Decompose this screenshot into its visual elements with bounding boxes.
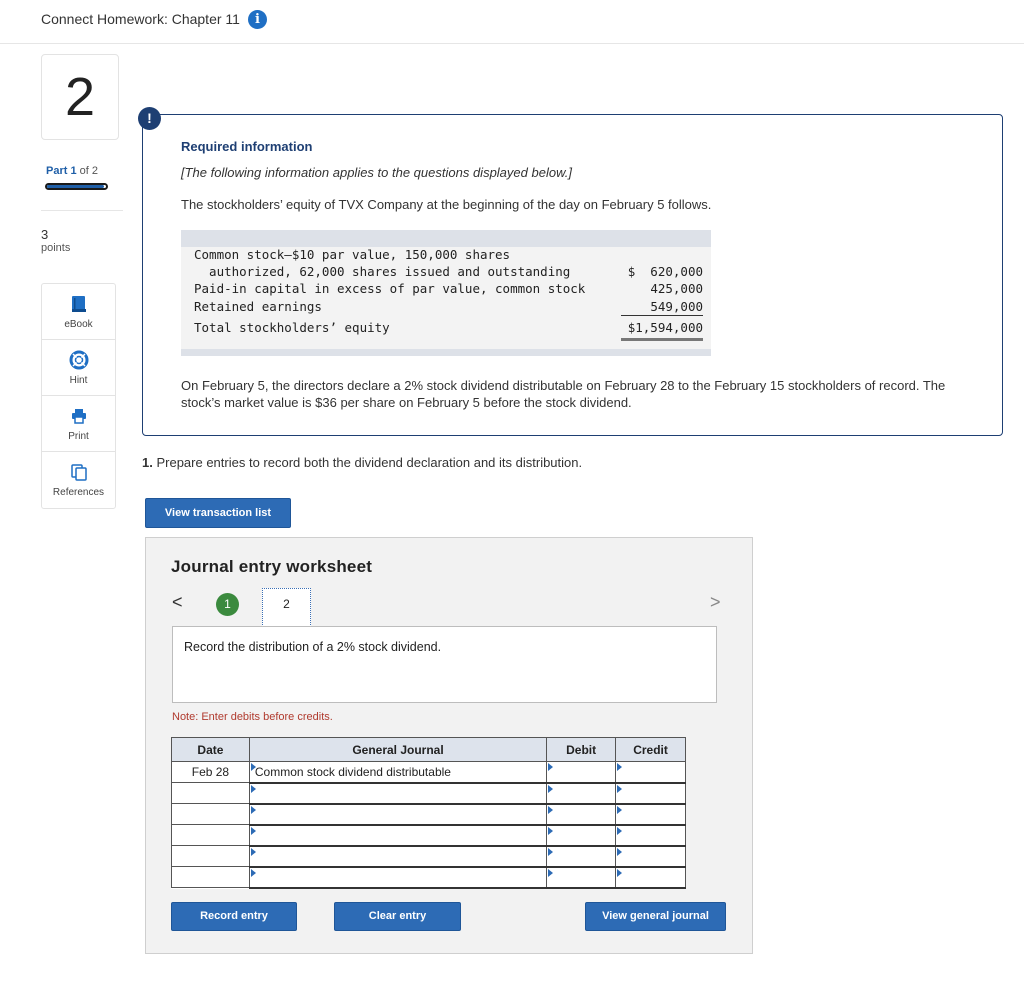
date-cell [172, 846, 250, 867]
equity-row-amount: 425,000 [650, 281, 703, 296]
debit-input[interactable] [547, 867, 616, 888]
debit-input[interactable] [547, 804, 616, 825]
instruction-text: Record the distribution of a 2% stock dividend. [184, 640, 442, 654]
next-arrow-icon[interactable]: > [710, 592, 721, 612]
equity-row-amount: 549,000 [650, 299, 703, 314]
table-row [172, 825, 686, 846]
equity-row-label: Retained earnings [194, 299, 322, 314]
equity-row-label: Paid-in capital in excess of par value, common stock [194, 281, 586, 296]
account-input[interactable] [249, 762, 546, 783]
tool-print[interactable] [42, 396, 115, 452]
step-2-button[interactable]: 2 [262, 588, 311, 629]
hint-icon [69, 350, 89, 370]
table-row [172, 804, 686, 825]
part-progress-fill [47, 185, 104, 188]
print-icon [69, 406, 89, 426]
clear-entry-button[interactable]: Clear entry [334, 902, 461, 931]
account-input[interactable] [249, 783, 546, 804]
credit-column-header: Credit [616, 738, 686, 762]
credit-input[interactable] [616, 846, 686, 867]
step-1-button[interactable]: 1 [216, 593, 239, 616]
credit-input[interactable] [616, 825, 686, 846]
view-transaction-list-button[interactable]: View transaction list [145, 498, 291, 528]
equity-row-amount: $ 620,000 [627, 264, 703, 279]
worksheet-title: Journal entry worksheet [171, 557, 373, 576]
part-label-prefix: Part [46, 165, 68, 177]
task-text: Prepare entries to record both the dividend declaration and its distribution. [156, 455, 583, 470]
credit-input[interactable] [616, 804, 686, 825]
debit-input[interactable] [547, 762, 616, 783]
page-title: Connect Homework: Chapter 11 [41, 11, 240, 27]
record-entry-button[interactable]: Record entry [171, 902, 297, 931]
date-cell [172, 804, 250, 825]
part-total: of 2 [79, 165, 99, 177]
general-journal-table [171, 737, 686, 889]
required-info-title: Required information [181, 139, 313, 154]
debit-input[interactable] [547, 825, 616, 846]
part-indicator [46, 165, 98, 177]
equity-row-label: Total stockholders’ equity [194, 320, 390, 335]
question-number: 2 [41, 54, 119, 140]
account-input[interactable] [249, 825, 546, 846]
required-info-intro: The stockholders’ equity of TVX Company at the beginning of the day on February 5 follows. [181, 197, 712, 212]
table-row [172, 783, 686, 804]
account-input[interactable] [249, 804, 546, 825]
equity-row-label: authorized, 62,000 shares issued and outstanding [194, 264, 571, 279]
debit-credit-note: Note: Enter debits before credits. [172, 711, 333, 723]
equity-row-label: Common stock—$10 par value, 150,000 shares [194, 247, 511, 262]
date-cell [172, 867, 250, 888]
points-value: 3 [41, 227, 49, 242]
required-info-note: [The following information applies to the questions displayed below.] [181, 165, 572, 180]
credit-input[interactable] [616, 783, 686, 804]
task-number: 1. [142, 455, 153, 470]
instruction-box [172, 626, 717, 703]
credit-input[interactable] [616, 867, 686, 888]
tools-panel [41, 283, 116, 509]
account-input[interactable] [249, 867, 546, 888]
tool-print-label: Print [68, 431, 89, 442]
date-cell: Feb 28 [172, 762, 250, 783]
credit-input[interactable] [616, 762, 686, 783]
tool-references-label: References [52, 487, 105, 498]
alert-icon: ! [138, 107, 161, 130]
info-icon[interactable]: i [248, 10, 267, 29]
date-cell [172, 825, 250, 846]
table-row [172, 867, 686, 888]
date-column-header: Date [172, 738, 250, 762]
account-value: Common stock dividend distributable [254, 765, 451, 779]
tool-hint-label: Hint [69, 375, 88, 386]
tool-hint[interactable] [42, 340, 115, 396]
table-row [172, 762, 686, 783]
ebook-icon [69, 294, 89, 314]
equity-row-amount: $1,594,000 [627, 320, 703, 335]
required-info-paragraph: On February 5, the directors declare a 2% stock dividend distributable on February 28 to the February 15 stockholders of record. The stock’s market value is $36 per share on February 5 before the stock dividend. [181, 378, 946, 410]
rail-divider [41, 210, 123, 211]
stockholders-equity-table [181, 230, 711, 356]
table-row [172, 846, 686, 867]
part-current: 1 [70, 165, 77, 177]
debit-column-header: Debit [547, 738, 616, 762]
account-input[interactable] [249, 846, 546, 867]
tool-references[interactable] [42, 452, 115, 508]
task-prompt [142, 455, 582, 470]
date-cell [172, 783, 250, 804]
debit-input[interactable] [547, 783, 616, 804]
total-rule [621, 338, 703, 341]
tool-ebook[interactable] [42, 284, 115, 340]
tool-ebook-label: eBook [64, 319, 93, 330]
journal-column-header: General Journal [249, 738, 546, 762]
points-label: points [41, 242, 71, 254]
prev-arrow-icon[interactable]: < [172, 592, 183, 612]
references-icon [69, 462, 89, 482]
subtotal-rule [621, 315, 703, 316]
debit-input[interactable] [547, 846, 616, 867]
journal-header-row [172, 738, 686, 762]
view-general-journal-button[interactable]: View general journal [585, 902, 726, 931]
